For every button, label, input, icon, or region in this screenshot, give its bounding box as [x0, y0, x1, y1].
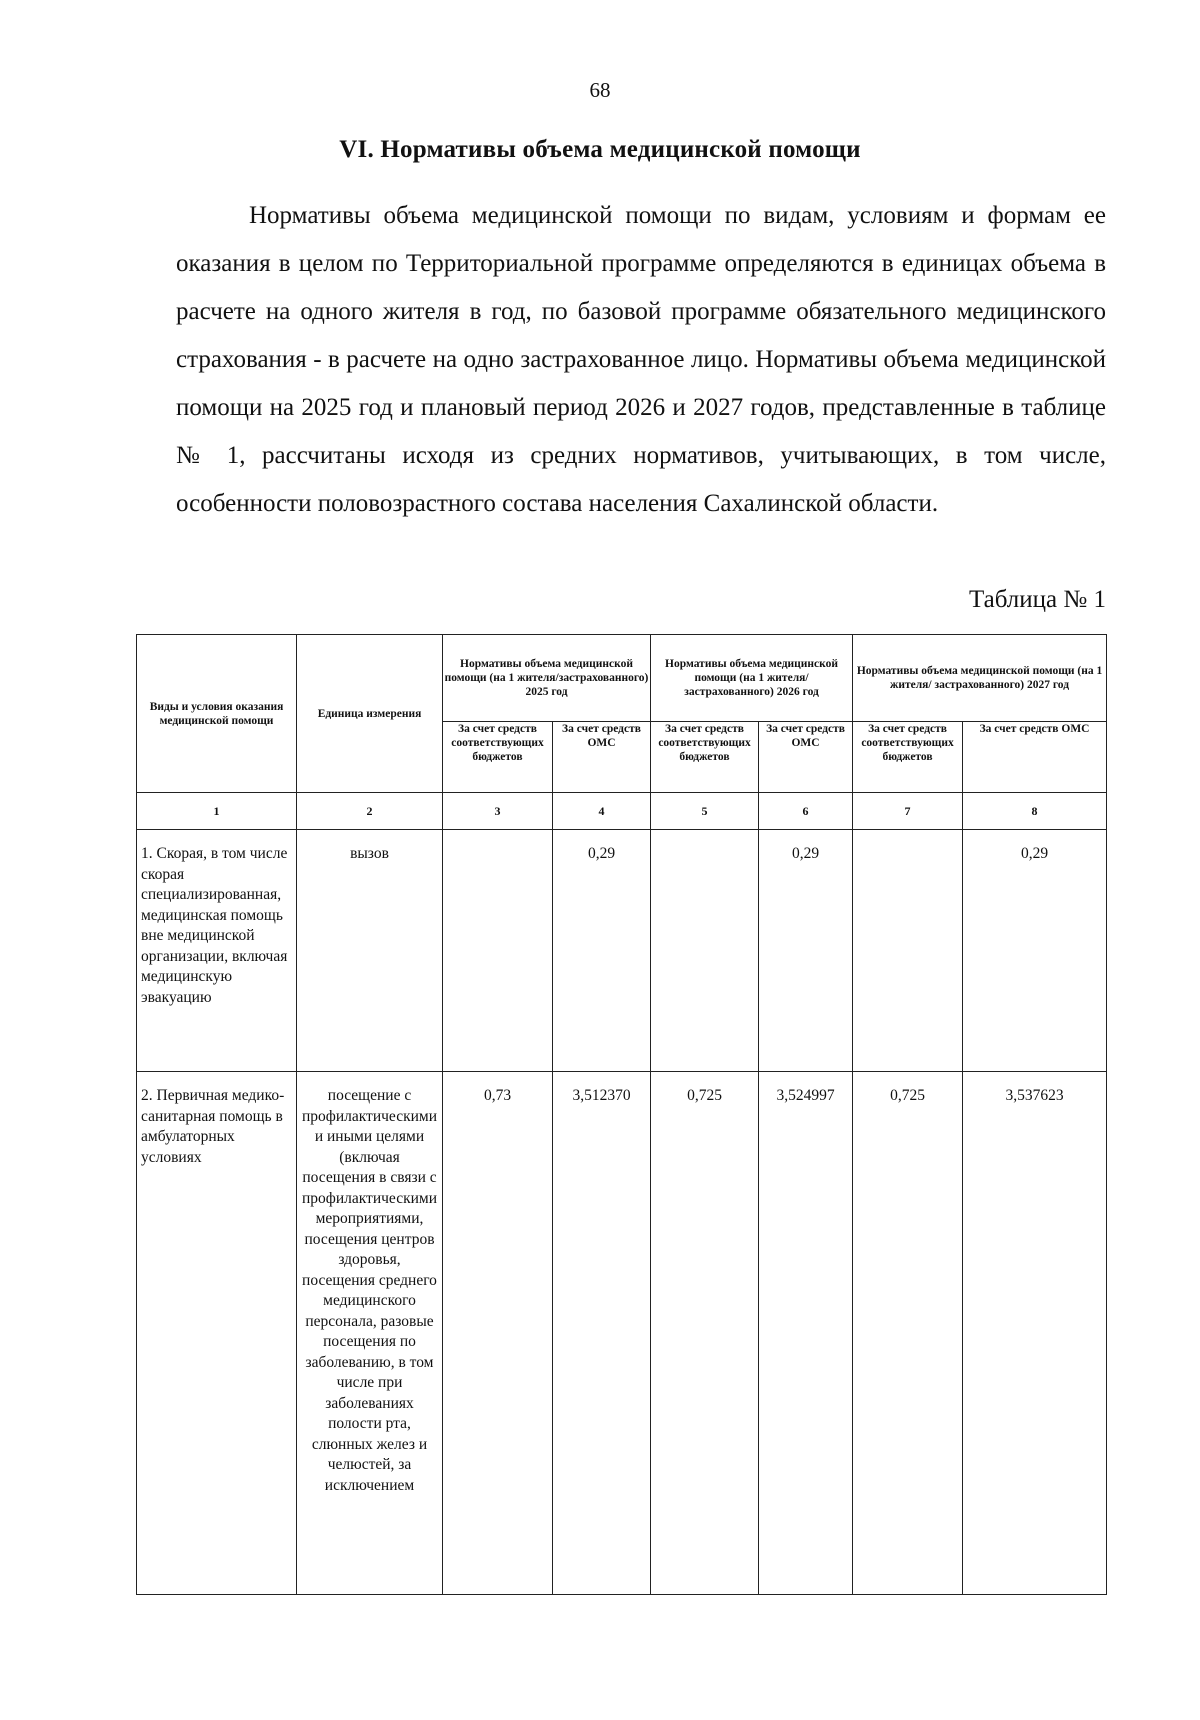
column-number: 5 — [651, 793, 759, 830]
header-2026: Нормативы объема медицинской помощи (на 1 жителя/застрахованного) 2026 год — [651, 635, 853, 722]
row-type: 1. Скорая, в том числе скорая специализированная, медицинская помощь вне медицинской организации, включая медицинскую эвакуацию — [137, 830, 297, 1072]
header-2027: Нормативы объема медицинской помощи (на 1 жителя/ застрахованного) 2027 год — [853, 635, 1107, 722]
intro-paragraph: Нормативы объема медицинской помощи по видам, условиям и формам ее оказания в целом по Территориальной программе определяются в единицах объема в расчете на одного жителя в год, по базовой программе обязательного медицинского страхования - в расчете на одно застрахованное лицо. Нормативы объема медицинской помощи на 2025 год и плановый период 2026 и 2027 годов, представленные в таблице № 1, рассчитаны исходя из средних нормативов, учитывающих, в том числе, особенности половозрастного состава населения Сахалинской области. — [176, 202, 1106, 517]
norms-table — [136, 634, 1107, 1595]
table-row — [137, 1072, 1107, 1595]
row-unit: вызов — [297, 830, 443, 1072]
row-value-2025-budget: 0,73 — [443, 1072, 553, 1595]
column-number: 3 — [443, 793, 553, 830]
header-2025-oms: За счет средств ОМС — [553, 722, 651, 793]
header-type-text: Виды и условия оказания медицинской помощи — [149, 700, 284, 727]
table-caption: Таблица № 1 — [968, 586, 1106, 613]
column-number: 2 — [297, 793, 443, 830]
section-heading: VI. Нормативы объема медицинской помощи — [339, 136, 861, 163]
header-2025: Нормативы объема медицинской помощи (на 1 жителя/застрахованного) 2025 год — [443, 635, 651, 722]
row-value-2025-budget — [443, 830, 553, 1072]
row-value-2026-budget — [651, 830, 759, 1072]
header-2027-budget: За счет средств соответствующих бюджетов — [853, 722, 963, 793]
row-unit: посещение с профилактическими и иными целями (включая посещения в связи с профилактическими мероприятиями, посещения центров здоровья, посещения среднего медицинского персонала, разовые посещения по заболеванию, в том числе при заболеваниях полости рта, слюнных желез и челюстей, за исключением — [297, 1072, 443, 1595]
header-2026-oms: За счет средств ОМС — [759, 722, 853, 793]
row-value-2027-oms: 3,537623 — [963, 1072, 1107, 1595]
row-value-2026-oms: 3,524997 — [759, 1072, 853, 1595]
row-value-2027-oms: 0,29 — [963, 830, 1107, 1072]
table-row — [137, 830, 1107, 1072]
row-type: 2. Первичная медико-санитарная помощь в амбулаторных условиях — [137, 1072, 297, 1595]
row-value-2026-oms: 0,29 — [759, 830, 853, 1072]
header-2026-budget: За счет средств соответствующих бюджетов — [651, 722, 759, 793]
table-header-row — [137, 635, 1107, 722]
row-value-2025-oms: 0,29 — [553, 830, 651, 1072]
column-number: 4 — [553, 793, 651, 830]
header-unit-text: Единица измерения — [317, 707, 422, 720]
header-2027-oms: За счет средств ОМС — [963, 722, 1107, 793]
column-number: 6 — [759, 793, 853, 830]
column-number: 8 — [963, 793, 1107, 830]
header-2025-budget: За счет средств соответствующих бюджетов — [443, 722, 553, 793]
row-value-2027-budget — [853, 830, 963, 1072]
header-type — [137, 635, 297, 793]
column-number-row — [137, 793, 1107, 830]
column-number: 1 — [137, 793, 297, 830]
page-number: 68 — [589, 78, 611, 102]
row-value-2025-oms: 3,512370 — [553, 1072, 651, 1595]
row-value-2026-budget: 0,725 — [651, 1072, 759, 1595]
column-number: 7 — [853, 793, 963, 830]
header-unit — [297, 635, 443, 793]
row-value-2027-budget: 0,725 — [853, 1072, 963, 1595]
